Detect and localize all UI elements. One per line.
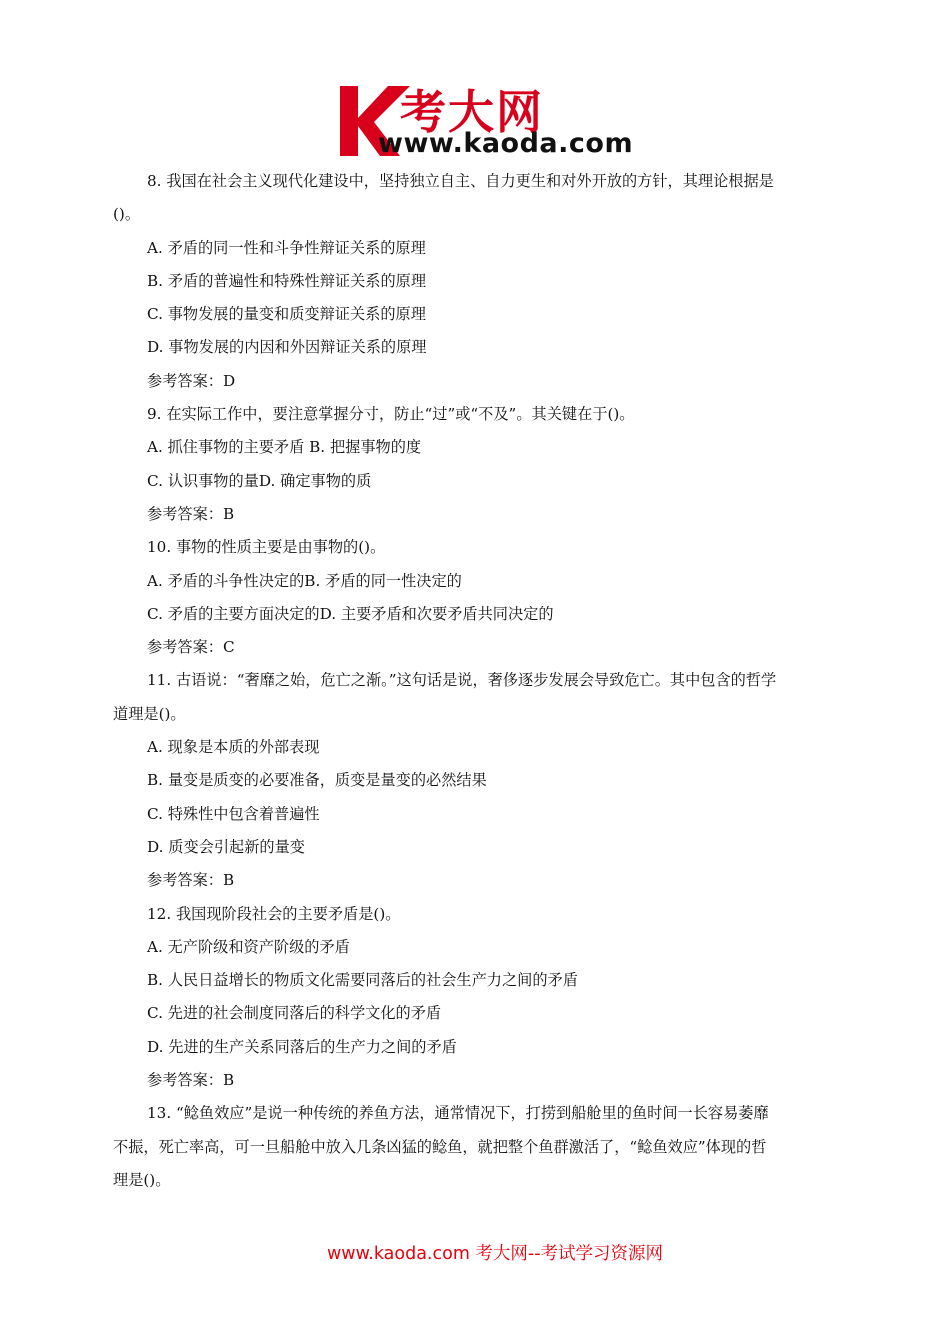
question-text bbox=[113, 165, 840, 198]
question-text bbox=[113, 664, 840, 697]
option: C. 先进的社会制度同落后的科学文化的矛盾 bbox=[147, 1004, 442, 1023]
question-body: 古语说：“奢靡之始，危亡之渐。”这句话是说，奢侈逐步发展会导致危亡。其中包含的哲学 bbox=[175, 671, 777, 690]
option: D. 质变会引起新的量变 bbox=[147, 837, 305, 856]
question-text-continued: 理是()。 bbox=[113, 1170, 171, 1189]
question-number: 11. bbox=[147, 671, 172, 690]
option: C. 特殊性中包含着普遍性 bbox=[147, 804, 320, 823]
option: D. 先进的生产关系同落后的生产力之间的矛盾 bbox=[147, 1037, 457, 1056]
question-list bbox=[113, 165, 840, 1197]
question-body: “鲶鱼效应”是说一种传统的养鱼方法，通常情况下，打捞到船舱里的鱼时间一长容易萎靡 bbox=[175, 1104, 769, 1123]
question-number: 9. bbox=[147, 405, 162, 424]
logo-chinese-name: 考大网 bbox=[400, 85, 544, 139]
answer: 参考答案：B bbox=[147, 871, 235, 890]
question-body: 事物的性质主要是由事物的()。 bbox=[175, 538, 386, 557]
question-text bbox=[113, 898, 840, 931]
option: A. 抓住事物的主要矛盾 B. 把握事物的度 bbox=[147, 438, 422, 457]
question-text-continued: ()。 bbox=[113, 205, 141, 224]
question-number: 10. bbox=[147, 538, 172, 557]
option: C. 事物发展的量变和质变辩证关系的原理 bbox=[147, 305, 426, 324]
answer: 参考答案：D bbox=[147, 371, 236, 390]
option: A. 矛盾的斗争性决定的B. 矛盾的同一性决定的 bbox=[147, 571, 462, 590]
option: D. 事物发展的内因和外因辩证关系的原理 bbox=[147, 338, 427, 357]
question-text-continued: 不振，死亡率高，可一旦船舱中放入几条凶猛的鲶鱼，就把整个鱼群激活了，“鲶鱼效应”体现的哲 bbox=[113, 1137, 767, 1156]
question-number: 13. bbox=[147, 1104, 172, 1123]
question-text-continued: 道理是()。 bbox=[113, 704, 186, 723]
answer: 参考答案：C bbox=[147, 638, 235, 657]
question-body: 我国现阶段社会的主要矛盾是()。 bbox=[175, 904, 401, 923]
option: B. 量变是质变的必要准备，质变是量变的必然结果 bbox=[147, 771, 487, 790]
site-logo[interactable] bbox=[330, 78, 660, 160]
question-text bbox=[113, 398, 840, 431]
logo-url: www.kaoda.com bbox=[378, 128, 634, 159]
option: A. 矛盾的同一性和斗争性辩证关系的原理 bbox=[147, 238, 426, 257]
question-text bbox=[113, 531, 840, 564]
option: C. 认识事物的量D. 确定事物的质 bbox=[147, 471, 372, 490]
question-body: 我国在社会主义现代化建设中，坚持独立自主、自力更生和对外开放的方针，其理论根据是 bbox=[166, 172, 774, 190]
question-text bbox=[113, 1097, 840, 1130]
question-number: 12. bbox=[147, 904, 172, 923]
option: C. 矛盾的主要方面决定的D. 主要矛盾和次要矛盾共同决定的 bbox=[147, 604, 554, 623]
option: A. 无产阶级和资产阶级的矛盾 bbox=[147, 937, 350, 956]
answer: 参考答案：B bbox=[147, 504, 235, 523]
answer: 参考答案：B bbox=[147, 1071, 235, 1090]
option: B. 矛盾的普遍性和特殊性辩证关系的原理 bbox=[147, 271, 427, 290]
option: B. 人民日益增长的物质文化需要同落后的社会生产力之间的矛盾 bbox=[147, 971, 578, 990]
option: A. 现象是本质的外部表现 bbox=[147, 738, 320, 757]
question-body: 在实际工作中，要注意掌握分寸，防止“过”或“不及”。其关键在于()。 bbox=[166, 405, 635, 424]
footer-link[interactable]: www.kaoda.com 考大网--考试学习资源网 bbox=[326, 1244, 664, 1264]
question-number: 8. bbox=[147, 172, 162, 190]
